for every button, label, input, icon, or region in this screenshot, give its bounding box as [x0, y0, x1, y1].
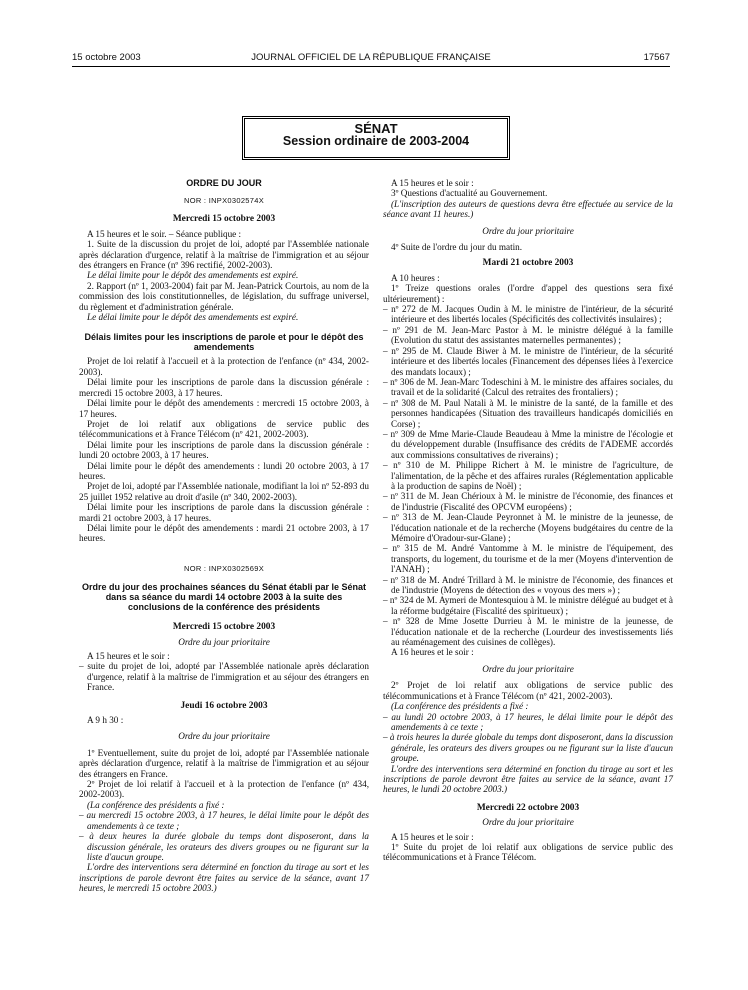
delai-paragraph: Projet de loi relatif à l'accueil et à la protection de l'enfance (nº 434, 2002-2003). [79, 356, 369, 377]
ordre-prioritaire-label: Ordre du jour prioritaire [482, 817, 574, 828]
nor-reference-2: NOR : INPX0302569X [183, 563, 265, 573]
ordre-prioritaire-label: Ordre du jour prioritaire [482, 663, 574, 674]
session-title: Session ordinaire de 2003-2004 [282, 134, 470, 149]
question-item: – nº 315 de M. André Vantomme à M. le ministre de l'équipement, des transports, du logement, du tourisme et de la mer (Moyens d'intervention de l'ANAH) ; [383, 543, 673, 575]
conference-note: (La conférence des présidents a fixé : [87, 799, 225, 810]
delai-paragraph: Délai limite pour les inscriptions de parole dans la discussion générale : mercredi 15 octobre 2003, à 17 heures. [79, 377, 369, 398]
conference-bullet: – à trois heures la durée globale du temps dont disposeront, dans la discussion générale, les orateurs des divers groupes ou ne figurant sur la liste d'aucun groupe. [383, 732, 673, 764]
header-journal-title: JOURNAL OFFICIEL DE LA RÉPUBLIQUE FRANÇAISE [251, 52, 491, 63]
horaire-line: A 9 h 30 : [87, 715, 124, 726]
question-item: – nº 291 de M. Jean-Marc Pastor à M. le ministre délégué à la famille (Evolution du statut des assistantes maternelles permanentes) ; [383, 324, 673, 346]
conference-bullet: – à deux heures la durée globale du temps dont disposeront, dans la discussion générale, les orateurs des divers groupes ou ne figurant sur la liste d'aucun groupe. [79, 831, 369, 862]
page-header [72, 53, 670, 66]
question-item: – nº 308 de M. Paul Natali à M. le ministre de la santé, de la famille et des personnes handicapées (Situation des travailleurs handicapés domiciliés en Corse) ; [383, 397, 673, 429]
questions-intro: 1º Treize questions orales (l'ordre d'appel des questions sera fixé ultérieurement) : [383, 283, 673, 304]
horaire-line: A 15 heures et le soir : [391, 178, 474, 188]
right-column [383, 178, 673, 863]
ordre-du-jour-heading: ORDRE DU JOUR [186, 178, 262, 188]
nor-reference-1: NOR : INPX0302574X [183, 196, 265, 205]
left-column [79, 178, 369, 894]
delai-paragraph: Délai limite pour les inscriptions de parole dans la discussion générale : mardi 21 octobre 2003, à 17 heures. [79, 502, 369, 523]
delai-paragraph: Délai limite pour le dépôt des amendements : lundi 20 octobre 2003, à 17 heures. [79, 460, 369, 481]
conference-bullet: – au mercredi 15 octobre 2003, à 17 heures, le délai limite pour le dépôt des amendements à ce texte ; [79, 810, 369, 831]
seance-line: A 15 heures et le soir. – Séance publique : [87, 228, 242, 239]
conference-note-end: L'ordre des interventions sera déterminé en fonction du tirage au sort et les inscriptions de parole devront être faites au service de la séance, avant 17 heures, le mercredi 15 octobre 2003.) [79, 862, 369, 894]
senat-title: SÉNAT [354, 121, 398, 136]
ordre-prioritaire-label: Ordre du jour prioritaire [178, 636, 270, 647]
delai-note-1: Le délai limite pour le dépôt des amendements est expiré. [87, 270, 299, 281]
header-page-number: 17567 [643, 52, 670, 63]
header-rule [72, 66, 670, 67]
date-heading: Mercredi 22 octobre 2003 [476, 802, 580, 813]
conference-note: (La conférence des présidents a fixé : [391, 701, 529, 712]
agenda-item: 4º Suite de l'ordre du jour du matin. [391, 242, 523, 253]
ordre-prochaines-seances-heading: Ordre du jour des prochaines séances du Sénat établi par le Sénat dans sa séance du mardi 14 octobre 2003 à la suite des conclusions de la conférence des présidents [81, 582, 367, 613]
agenda-item: 3º Questions d'actualité au Gouvernement. [391, 188, 548, 199]
question-item: – nº 272 de M. Jacques Oudin à M. le ministre de l'intérieur, de la sécurité intérieure et des libertés locales (Spécificités des collectivités insulaires) ; [383, 304, 673, 325]
inscription-note: (L'inscription des auteurs de questions devra être effectuée au service de la séance avant 11 heures.) [383, 198, 673, 220]
delais-heading: Délais limites pour les inscriptions de parole et pour le dépôt des amendements [84, 332, 364, 353]
question-item: – nº 324 de M. Aymeri de Montesquiou à M. le ministre délégué au budget et à la réforme budgétaire (Fiscalité des spiritueux) ; [383, 595, 673, 616]
conference-note-end: L'ordre des interventions sera déterminé en fonction du tirage au sort et les inscriptions de parole devront être faites au service de la séance, avant 17 heures, le lundi 20 octobre 2003.) [383, 763, 673, 795]
delai-paragraph: Délai limite pour les inscriptions de parole dans la discussion générale : lundi 20 octobre 2003, à 17 heures. [79, 439, 369, 461]
agenda-item-1: 1. Suite de la discussion du projet de loi, adopté par l'Assemblée nationale après déclaration d'urgence, relatif à la maîtrise de l'immigration et au séjour des étrangers en France (nº 396 rectifié, 2002-2003). [79, 239, 369, 271]
delai-paragraph: Délai limite pour le dépôt des amendements : mardi 21 octobre 2003, à 17 heures. [79, 522, 369, 544]
conference-bullet: – au lundi 20 octobre 2003, à 17 heures, le délai limite pour le dépôt des amendements à ce texte ; [383, 711, 673, 732]
agenda-item: 1º Eventuellement, suite du projet de loi, adopté par l'Assemblée nationale après déclaration d'urgence, relatif à la maîtrise de l'immigration et au séjour des étrangers en France. [79, 747, 369, 779]
delai-paragraph: Projet de loi relatif aux obligations de service public des télécommunications et à France Télécom (nº 421, 2002-2003). [79, 418, 369, 440]
delai-note-2: Le délai limite pour le dépôt des amendements est expiré. [87, 312, 299, 323]
horaire-line: A 15 heures et le soir : [87, 651, 170, 661]
date-heading: Mardi 21 octobre 2003 [482, 258, 574, 269]
delai-paragraph: Projet de loi, adopté par l'Assemblée nationale, modifiant la loi nº 52-893 du 25 juillet 1952 relative au droit d'asile (nº 340, 2002-2003). [79, 481, 369, 502]
question-item: – nº 318 de M. André Trillard à M. le ministre de l'économie, des finances et de l'industrie (Moyens de détection des « voyous des mers ») ; [383, 574, 673, 596]
agenda-bullet: – suite du projet de loi, adopté par l'Assemblée nationale après déclaration d'urgence, relatif à la maîtrise de l'immigration et au séjour des étrangers en France. [79, 661, 369, 693]
delai-paragraph: Délai limite pour le dépôt des amendements : mercredi 15 octobre 2003, à 17 heures. [79, 398, 369, 419]
agenda-item: 2º Projet de loi relatif à l'accueil et à la protection de l'enfance (nº 434, 2002-2003). [79, 779, 369, 800]
date-heading: Mercredi 15 octobre 2003 [172, 214, 276, 225]
horaire-line: A 15 heures et le soir : [391, 831, 474, 842]
question-item: – nº 313 de M. Jean-Claude Peyronnet à M. le ministre de la jeunesse, de l'éducation nationale et de la recherche (Moyens budgétaires du centre de la Mémoire d'Oradour-sur-Glane) ; [383, 512, 673, 543]
date-heading: Mercredi 15 octobre 2003 [172, 622, 276, 633]
senat-title-box [242, 116, 510, 160]
header-date: 15 octobre 2003 [72, 52, 141, 63]
horaire-line: A 10 heures : [391, 272, 440, 283]
agenda-item: 1º Suite du projet de loi relatif aux obligations de service public des télécommunications et à France Télécom. [383, 841, 673, 863]
question-item: – nº 328 de Mme Josette Durrieu à M. le ministre de la jeunesse, de l'éducation nationale et de la recherche (Lourdeur des investissements liés au réaménagement des cuisines de collèges). [383, 616, 673, 648]
question-item: – nº 295 de M. Claude Biwer à M. le ministre de l'intérieur, de la sécurité intérieure et des libertés locales (Financement des dépenses liées à l'exercice des mandats locaux) ; [383, 345, 673, 377]
horaire-line: A 16 heures et le soir : [391, 647, 474, 658]
ordre-prioritaire-label: Ordre du jour prioritaire [178, 731, 270, 742]
agenda-item-2: 2. Rapport (nº 1, 2003-2004) fait par M. Jean-Patrick Courtois, au nom de la commission des lois constitutionnelles, de législation, du suffrage universel, du règlement et d'administration générale. [79, 280, 369, 312]
date-heading: Jeudi 16 octobre 2003 [180, 700, 268, 711]
agenda-item: 2º Projet de loi relatif aux obligations de service public des télécommunications et à France Télécom (nº 421, 2002-2003). [383, 680, 673, 701]
question-item: – nº 309 de Mme Marie-Claude Beaudeau à Mme la ministre de l'écologie et du développement durable (Insuffisance des crédits de l'ADEME accordés aux commissions consultatives de riverains) ; [383, 428, 673, 460]
question-item: – nº 306 de M. Jean-Marc Todeschini à M. le ministre des affaires sociales, du travail et de la solidarité (Calcul des retraites des frontaliers) ; [383, 376, 673, 398]
question-item: – nº 311 de M. Jean Chérioux à M. le ministre de l'économie, des finances et de l'industrie (Fiscalité des OPCVM européens) ; [383, 491, 673, 512]
ordre-prioritaire-label: Ordre du jour prioritaire [482, 225, 574, 236]
question-item: – nº 310 de M. Philippe Richert à M. le ministre de l'agriculture, de l'alimentation, de la pêche et des affaires rurales (Réglementation applicable à la production de sapins de Noël) ; [383, 460, 673, 491]
